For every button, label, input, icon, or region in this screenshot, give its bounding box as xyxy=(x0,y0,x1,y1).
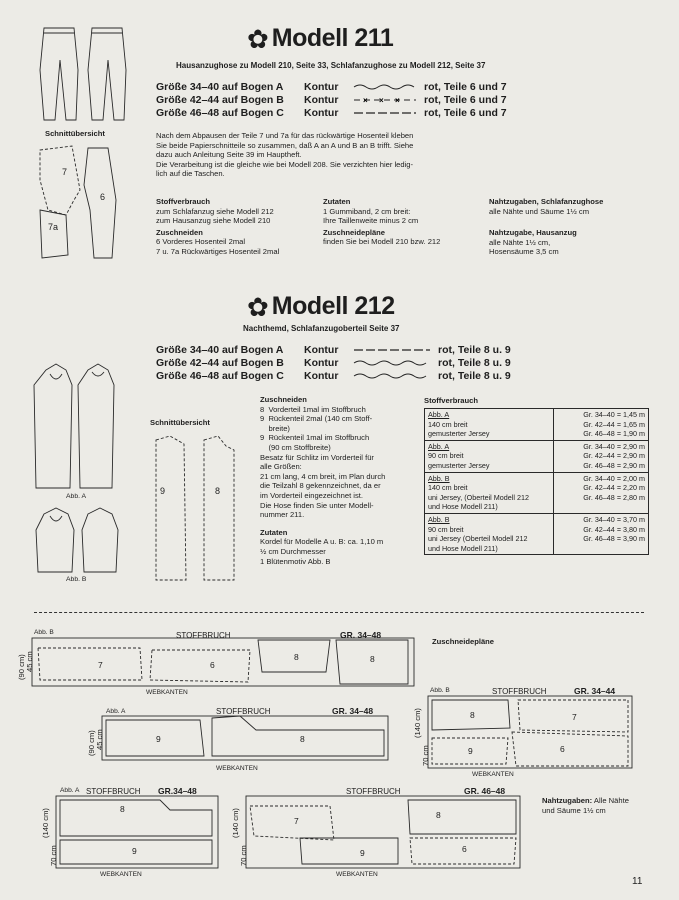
plan5-piece-8 xyxy=(408,800,516,834)
svg-text:(90 cm): (90 cm) xyxy=(17,654,26,680)
fabric-width: 90 cm breit xyxy=(428,524,464,534)
size-label: Gr. 42–44 xyxy=(583,483,615,493)
plan2-piece-8 xyxy=(212,716,384,756)
flower-icon: ✿ xyxy=(247,23,269,54)
flower-icon: ✿ xyxy=(247,291,269,322)
stoff-amounts xyxy=(554,409,649,441)
amount: 2,90 m xyxy=(623,441,645,451)
amount: 2,90 m xyxy=(623,451,645,461)
stoffverbrauch-table xyxy=(424,408,649,555)
pants-sketch-front xyxy=(40,28,78,120)
svg-text:45 cm: 45 cm xyxy=(25,651,34,672)
m211-stoffverbrauch: Stoffverbrauch zum Schlafanzug siehe Modell 212 zum Hausanzug siehe Modell 210 Zuschneiden 6 Vorderes Hosenteil 2mal 7 u. 7a Rückwärtiges Hosenteil 2mal xyxy=(156,197,280,256)
svg-text:8: 8 xyxy=(370,654,375,664)
kontur-line-dashx xyxy=(352,94,418,106)
plan2-piece-9 xyxy=(106,720,204,756)
stoff-desc xyxy=(425,409,554,441)
equals-sign: = xyxy=(616,514,622,524)
svg-text:Abb. A: Abb. A xyxy=(106,708,126,715)
svg-text:WEBKANTEN: WEBKANTEN xyxy=(472,771,514,778)
m212-title-row xyxy=(247,292,395,321)
plan5-piece-7 xyxy=(250,806,334,840)
plan4-piece-8 xyxy=(60,800,212,836)
plan5-frame xyxy=(246,796,520,868)
piece-label: 7 xyxy=(62,167,68,177)
fabric-type: und Hose Modell 211) xyxy=(428,543,498,553)
svg-text:8: 8 xyxy=(215,486,221,496)
kontur-line-wave xyxy=(352,357,432,369)
svg-text:(90 cm): (90 cm) xyxy=(87,730,96,756)
m211-zutaten: Zutaten 1 Gummiband, 2 cm breit: Ihre Taillenweite minus 2 cm Zuschneidepläne finden Sie bei Modell 210 bzw. 212 xyxy=(323,197,441,247)
amount: 3,80 m xyxy=(623,524,645,534)
abb-b-label: Abb. B xyxy=(66,576,87,583)
svg-text:8: 8 xyxy=(470,710,475,720)
svg-text:6: 6 xyxy=(560,744,565,754)
svg-text:GR. 34–48: GR. 34–48 xyxy=(340,630,382,640)
kontur-line-dash xyxy=(352,344,432,356)
svg-text:70 cm: 70 cm xyxy=(49,845,58,866)
equals-sign: = xyxy=(616,451,622,461)
svg-text:×: × xyxy=(363,96,368,105)
plan1-frame xyxy=(32,638,414,686)
abb-label: Abb. A xyxy=(428,441,450,451)
svg-text:WEBKANTEN: WEBKANTEN xyxy=(146,689,188,696)
piece-label: 6 xyxy=(100,192,106,202)
amount: 1,65 m xyxy=(623,419,645,429)
amount: 3,70 m xyxy=(623,514,645,524)
m211-title: Modell 211 xyxy=(271,24,394,52)
stoff-row xyxy=(425,409,649,441)
stoff-row xyxy=(425,472,649,513)
m212-stoff-heading: Stoffverbrauch xyxy=(424,396,479,405)
stoff-desc xyxy=(425,472,554,513)
schnitt-piece-6 xyxy=(84,148,116,258)
svg-text:Abb. A: Abb. A xyxy=(60,787,80,794)
equals-sign: = xyxy=(616,429,622,439)
plan1-piece-8b xyxy=(336,640,408,684)
svg-text:Abb. B: Abb. B xyxy=(34,629,54,636)
plans-heading: Zuschneidepläne xyxy=(432,637,495,646)
plans-naht: Nahtzugaben: Alle Nähte und Säume 1½ cm xyxy=(542,796,629,815)
plan4-frame xyxy=(56,796,218,868)
abb-label: Abb. A xyxy=(428,410,450,419)
plan5-piece-9 xyxy=(300,838,398,864)
svg-text:8: 8 xyxy=(120,804,125,814)
m211-intro: Nach dem Abpausen der Teile 7 und 7a für das rückwärtige Hosenteil kleben Sie beide Papierschnitteile so zusammen, daß A an A und B an B trifft. Siehe dazu auch Anleitung Seite 39 im Hauptheft. Die Verarbeitung ist die gleiche wie bei Modell 208. Sie verzichten hier ledig- lich auf die Taschen. xyxy=(156,131,414,179)
m212-size-table xyxy=(156,344,516,383)
size-label: Gr. 34–40 xyxy=(583,514,615,524)
plan2-frame xyxy=(102,716,388,760)
m211-title-row xyxy=(247,24,393,53)
amount: 2,20 m xyxy=(623,483,645,493)
size-label: Gr. 34–40 xyxy=(583,473,615,483)
plan5-piece-6 xyxy=(410,838,516,864)
fabric-width: 90 cm breit xyxy=(428,451,464,461)
piece-label: 7a xyxy=(48,222,59,232)
stoff-row xyxy=(425,440,649,472)
stoff-desc xyxy=(425,513,554,554)
plan1-piece-6 xyxy=(150,650,250,682)
svg-text:STOFFBRUCH: STOFFBRUCH xyxy=(346,787,401,796)
svg-text:9: 9 xyxy=(132,846,137,856)
equals-sign: = xyxy=(616,524,622,534)
amount: 1,45 m xyxy=(623,410,645,419)
kontur-line-wave xyxy=(352,370,432,382)
svg-text:STOFFBRUCH: STOFFBRUCH xyxy=(86,787,141,796)
svg-text:8: 8 xyxy=(294,652,299,662)
m211-subtitle: Hausanzughose zu Modell 210, Seite 33, Schlafanzughose zu Modell 212, Seite 37 xyxy=(176,61,486,70)
stoff-amounts xyxy=(554,440,649,472)
m211-size-table xyxy=(156,81,516,120)
m211-schnitt-label: Schnittübersicht xyxy=(45,129,105,138)
size-row: Größe 34–40 auf Bogen A Kontur rot, Teile 8 u. 9 xyxy=(156,344,511,356)
plan3-piece-6 xyxy=(512,732,628,766)
page-number: 11 xyxy=(632,876,643,887)
size-label: Gr. 46–48 xyxy=(583,534,615,544)
size-label: Gr. 46–48 xyxy=(583,460,615,470)
svg-text:GR. 46–48: GR. 46–48 xyxy=(464,786,506,796)
m212-title: Modell 212 xyxy=(271,292,395,320)
svg-text:WEBKANTEN: WEBKANTEN xyxy=(216,765,258,772)
svg-text:8: 8 xyxy=(300,734,305,744)
svg-text:6: 6 xyxy=(210,660,215,670)
plan3-piece-9 xyxy=(432,738,508,764)
fabric-width: 140 cm breit xyxy=(428,483,468,493)
size-row: Größe 46–48 auf Bogen C Kontur rot, Teile 8 u. 9 xyxy=(156,370,511,382)
fabric-type: uni Jersey, (Oberteil Modell 212 xyxy=(428,492,529,502)
stoff-amounts xyxy=(554,513,649,554)
svg-text:(140 cm): (140 cm) xyxy=(413,708,422,738)
amount: 2,00 m xyxy=(623,473,645,483)
svg-text:70 cm: 70 cm xyxy=(421,745,430,766)
m211-nahtzugaben: Nahtzugaben, Schlafanzughose alle Nähte und Säume 1½ cm Nahtzugabe, Hausanzug alle Nähte 1½ cm, Hosensäume 3,5 cm xyxy=(489,197,604,257)
svg-text:6: 6 xyxy=(462,844,467,854)
m212-schnitt-label: Schnittübersicht xyxy=(150,418,210,427)
m212-subtitle: Nachthemd, Schlafanzugoberteil Seite 37 xyxy=(243,324,400,333)
svg-text:GR.34–48: GR.34–48 xyxy=(158,786,197,796)
schnitt-piece-8 xyxy=(204,436,234,580)
plan3-frame xyxy=(428,696,632,768)
size-label: Gr. 34–40 xyxy=(583,410,615,419)
size-row: Größe 42–44 auf Bogen B Kontur × × × rot, Teile 6 und 7 xyxy=(156,94,507,106)
size-label: Gr. 46–48 xyxy=(583,492,615,502)
equals-sign: = xyxy=(616,410,622,419)
equals-sign: = xyxy=(616,534,622,544)
svg-text:45 cm: 45 cm xyxy=(95,729,104,750)
size-label: Gr. 42–44 xyxy=(583,451,615,461)
size-row: Größe 34–40 auf Bogen A Kontur rot, Teile 6 und 7 xyxy=(156,81,507,93)
equals-sign: = xyxy=(616,492,622,502)
schnitt-piece-9 xyxy=(156,436,186,580)
svg-text:9: 9 xyxy=(468,746,473,756)
svg-text:Abb. B: Abb. B xyxy=(430,687,450,694)
svg-text:GR. 34–48: GR. 34–48 xyxy=(332,706,374,716)
svg-text:70 cm: 70 cm xyxy=(239,845,248,866)
plan1-piece-7 xyxy=(38,648,142,680)
svg-text:STOFFBRUCH: STOFFBRUCH xyxy=(176,631,231,640)
equals-sign: = xyxy=(616,419,622,429)
amount: 2,80 m xyxy=(623,492,645,502)
divider xyxy=(34,612,644,613)
schnitt-piece-7a xyxy=(40,210,68,258)
abb-label: Abb. B xyxy=(428,514,450,524)
top-sketch-back xyxy=(82,508,118,572)
fabric-type: und Hose Modell 211) xyxy=(428,502,498,512)
equals-sign: = xyxy=(616,473,622,483)
svg-text:9: 9 xyxy=(160,486,166,496)
svg-text:×: × xyxy=(379,96,384,105)
abb-a-label: Abb. A xyxy=(66,493,87,500)
svg-text:7: 7 xyxy=(572,712,577,722)
stoff-amounts xyxy=(554,472,649,513)
size-row: Größe 42–44 auf Bogen B Kontur rot, Teile 8 u. 9 xyxy=(156,357,511,369)
equals-sign: = xyxy=(616,441,622,451)
abb-label: Abb. B xyxy=(428,473,450,483)
schnitt-piece-7 xyxy=(40,146,80,215)
pants-sketch-back xyxy=(88,28,126,120)
top-sketch-front xyxy=(36,508,74,572)
svg-text:9: 9 xyxy=(360,848,365,858)
stoff-desc xyxy=(425,440,554,472)
plan3-piece-7 xyxy=(518,700,628,732)
svg-text:9: 9 xyxy=(156,734,161,744)
dress-sketch-back xyxy=(78,364,114,488)
svg-text:8: 8 xyxy=(436,810,441,820)
svg-text:STOFFBRUCH: STOFFBRUCH xyxy=(492,687,547,696)
svg-text:7: 7 xyxy=(98,660,103,670)
amount: 2,90 m xyxy=(623,460,645,470)
svg-text:STOFFBRUCH: STOFFBRUCH xyxy=(216,707,271,716)
svg-text:WEBKANTEN: WEBKANTEN xyxy=(100,871,142,878)
svg-text:GR. 34–44: GR. 34–44 xyxy=(574,686,616,696)
svg-text:WEBKANTEN: WEBKANTEN xyxy=(336,871,378,878)
kontur-line-wave xyxy=(352,81,418,93)
plan1-piece-8 xyxy=(258,640,330,672)
stoff-row xyxy=(425,513,649,554)
kontur-line-dash xyxy=(352,107,418,119)
fabric-type: uni Jersey (Oberteil Modell 212 xyxy=(428,534,528,544)
m212-zuschneiden: Zuschneiden 8 Vorderteil 1mal im Stoffbruch 9 Rückenteil 2mal (140 cm Stoff- breite) 9 Rückenteil 1mal im Stoffbruch (90 cm Stoffbreite) Besatz für Schlitz im Vorderteil für alle Größen: 21 cm lang, 4 cm breit, im Plan durch die Teilzahl 8 gekennzeichnet, da er im Vorderteil eingezeichnet ist. Die Hose finden Sie unter Modell- nummer 211. Zutaten Kordel für Modelle A u. B: ca. 1,10 m ½ cm Durchmesser 1 Blütenmotiv Abb. B xyxy=(260,395,386,566)
svg-text:(140 cm): (140 cm) xyxy=(41,808,50,838)
size-label: Gr. 42–44 xyxy=(583,524,615,534)
equals-sign: = xyxy=(616,460,622,470)
size-label: Gr. 42–44 xyxy=(583,419,615,429)
svg-text:7: 7 xyxy=(294,816,299,826)
fabric-type: gemusterter Jersey xyxy=(428,429,490,439)
size-label: Gr. 34–40 xyxy=(583,441,615,451)
plan4-piece-9 xyxy=(60,840,212,864)
amount: 1,90 m xyxy=(623,429,645,439)
amount: 3,90 m xyxy=(623,534,645,544)
plan3-piece-8 xyxy=(432,700,510,730)
size-label: Gr. 46–48 xyxy=(583,429,615,439)
fabric-width: 140 cm breit xyxy=(428,419,468,429)
size-row: Größe 46–48 auf Bogen C Kontur rot, Teile 6 und 7 xyxy=(156,107,507,119)
fabric-type: gemusterter Jersey xyxy=(428,460,490,470)
equals-sign: = xyxy=(616,483,622,493)
svg-text:(140 cm): (140 cm) xyxy=(231,808,240,838)
dress-sketch-front xyxy=(34,364,72,488)
svg-text:×: × xyxy=(395,96,400,105)
